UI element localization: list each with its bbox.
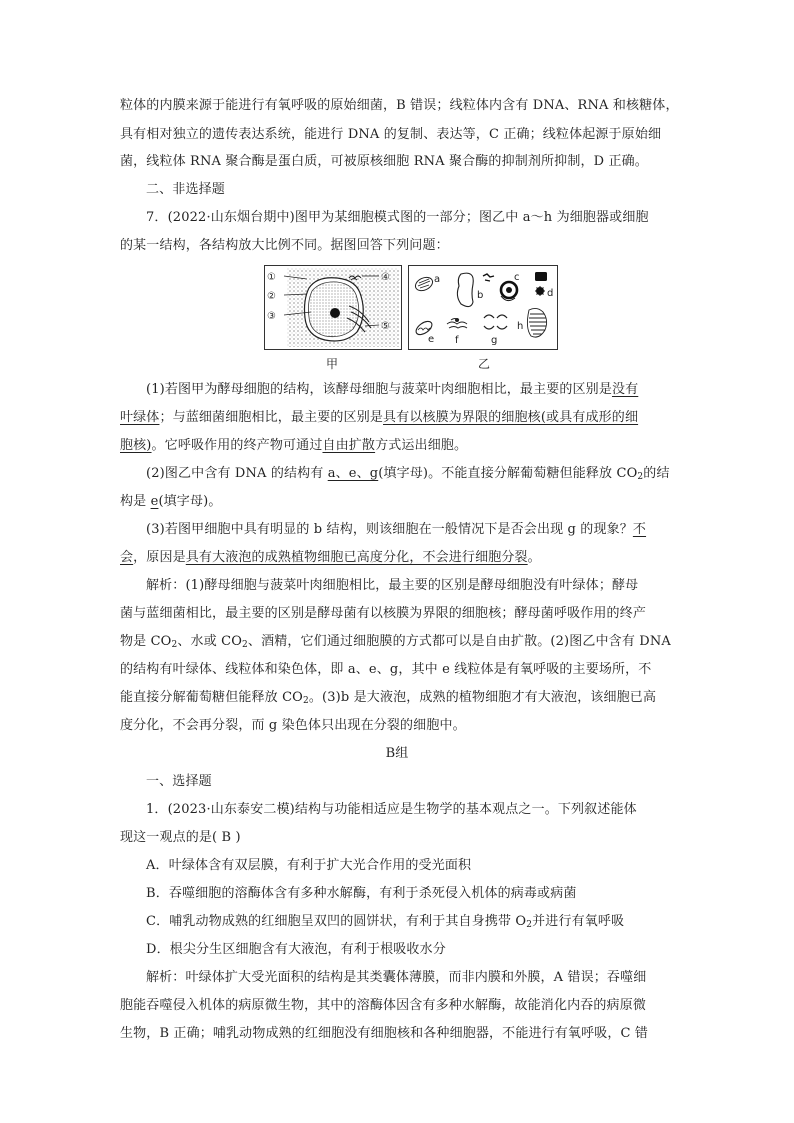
cell-diagram-jia	[265, 266, 401, 349]
option-c: C．哺乳动物成熟的红细胞呈双凹的圆饼状，有利于其自身携带 $O_2$并进行有氧呼吸	[146, 914, 625, 930]
explanation-line: 胞能吞噬侵入机体的病原微生物，其中的溶酶体因含有多种水解酶，故能消化内吞的病原微	[120, 998, 647, 1013]
text-line: 具有相对独立的遗传表达系统，能进行 DNA 的复制、表达等，C 正确；线粒体起源于原始细	[120, 127, 662, 142]
label-3: ③	[267, 311, 276, 322]
answer-line: (3)若图甲细胞中具有明显的 b 结构，则该细胞在一般情况下是否会出现 g 的现象？不	[146, 522, 647, 537]
answer-underline: 自由扩散	[322, 438, 376, 453]
label-e: e	[428, 334, 435, 345]
answer-line: (1)若图甲为酵母细胞的结构，该酵母细胞与菠菜叶肉细胞相比，最主要的区别是没有	[146, 382, 639, 397]
caption-yi: 乙	[478, 357, 491, 371]
label-a: a	[434, 274, 441, 285]
explanation-line: 度分化，不会再分裂，而 g 染色体只出现在分裂的细胞中。	[120, 718, 466, 733]
label-d: d	[547, 288, 554, 299]
option-b: B．吞噬细胞的溶酶体含有多种水解酶，有利于杀死侵入机体的病毒或病菌	[146, 886, 577, 901]
answer-line: 构是 e(填字母)。	[120, 494, 222, 509]
answer-underline: 没有	[611, 382, 639, 397]
label-c: c	[514, 272, 520, 283]
answer-underline: e	[150, 494, 159, 509]
text-line: 粒体的内膜来源于能进行有氧呼吸的原始细菌，B 错误；线粒体内含有 DNA、RNA 和核糖体，	[120, 98, 679, 113]
question-stem: 7．(2022·山东烟台期中)图甲为某细胞模式图的一部分；图乙中 a～h 为细胞器或细胞	[146, 210, 649, 225]
answer-underline: 具有大液泡的成熟植物细胞已高度分化，不会进行细胞分裂	[185, 550, 528, 565]
answer-line: (2)图乙中含有 DNA 的结构有 a、e、g(填字母)。不能直接分解葡萄糖但能释放 $CO_2$的结	[146, 466, 670, 482]
explanation-line: 的结构有叶绿体、线粒体和染色体，即 a、e、g，其中 e 线粒体是有氧呼吸的主要场所，不	[120, 662, 652, 677]
answer-underline: a、e、g	[327, 466, 379, 481]
answer-underline: 胞核)	[120, 438, 152, 453]
section-heading: 二、非选择题	[146, 182, 225, 197]
explanation-line: 菌与蓝细菌相比，最主要的区别是酵母菌有以核膜为界限的细胞核；酵母菌呼吸作用的终产	[120, 606, 647, 621]
label-b: b	[477, 290, 484, 301]
answer-underline: 叶绿体	[120, 410, 160, 425]
answer-line: 胞核)。它呼吸作用的终产物可通过自由扩散方式运出细胞。	[120, 438, 468, 453]
answer-line: 会，原因是具有大液泡的成熟植物细胞已高度分化，不会进行细胞分裂。	[120, 550, 541, 565]
explanation-line: 物是 $CO_2$、水或 $CO_2$、酒精，它们通过细胞膜的方式都可以是自由扩散。(2)图乙中含有 DNA	[120, 634, 671, 650]
option-a: A．叶绿体含有双层膜，有利于扩大光合作用的受光面积	[146, 858, 472, 873]
label-2: ②	[267, 291, 276, 302]
label-1: ①	[267, 272, 276, 283]
label-5: ⑤	[381, 321, 390, 332]
question-stem: 1．(2023·山东泰安二模)结构与功能相适应是生物学的基本观点之一。下列叙述能体	[146, 802, 637, 817]
question-stem: 现这一观点的是( B )	[120, 830, 241, 845]
question-stem: 的某一结构，各结构放大比例不同。据图回答下列问题：	[120, 238, 449, 253]
answer-line: 叶绿体；与蓝细菌细胞相比，最主要的区别是具有以核膜为界限的细胞核(或具有成形的细	[120, 410, 639, 425]
section-heading: 一、选择题	[146, 774, 212, 789]
option-d: D．根尖分生区细胞含有大液泡，有利于根吸收水分	[146, 942, 446, 957]
explanation-line: 能直接分解葡萄糖但能释放 $CO_2$。(3)b 是大液泡，成熟的植物细胞才有大液泡，该细胞已高	[120, 690, 657, 706]
label-g: g	[491, 335, 498, 346]
text-line: 菌，线粒体 RNA 聚合酶是蛋白质，可被原核细胞 RNA 聚合酶的抑制剂所抑制，D 正确。	[120, 154, 648, 169]
answer-underline: 会	[120, 550, 134, 565]
figure-yi	[408, 265, 558, 350]
label-h: h	[517, 321, 524, 332]
group-title: B组	[385, 746, 409, 761]
caption-jia: 甲	[326, 357, 339, 371]
answer-underline: 具有以核膜为界限的细胞核(或具有成形的细	[383, 410, 639, 425]
explanation-line: 解析：(1)酵母细胞与菠菜叶肉细胞相比，最主要的区别是酵母细胞没有叶绿体；酵母	[146, 578, 639, 593]
answer-underline: 不	[632, 522, 647, 537]
explanation-line: 生物，B 正确；哺乳动物成熟的红细胞没有细胞核和各种细胞器，不能进行有氧呼吸，C 错	[120, 1026, 649, 1041]
label-4: ④	[381, 272, 390, 283]
organelles-diagram-yi	[409, 266, 557, 349]
figure-jia	[264, 265, 402, 350]
label-f: f	[455, 335, 459, 346]
explanation-line: 解析：叶绿体扩大受光面积的结构是其类囊体薄膜，而非内膜和外膜，A 错误；吞噬细	[146, 970, 647, 985]
